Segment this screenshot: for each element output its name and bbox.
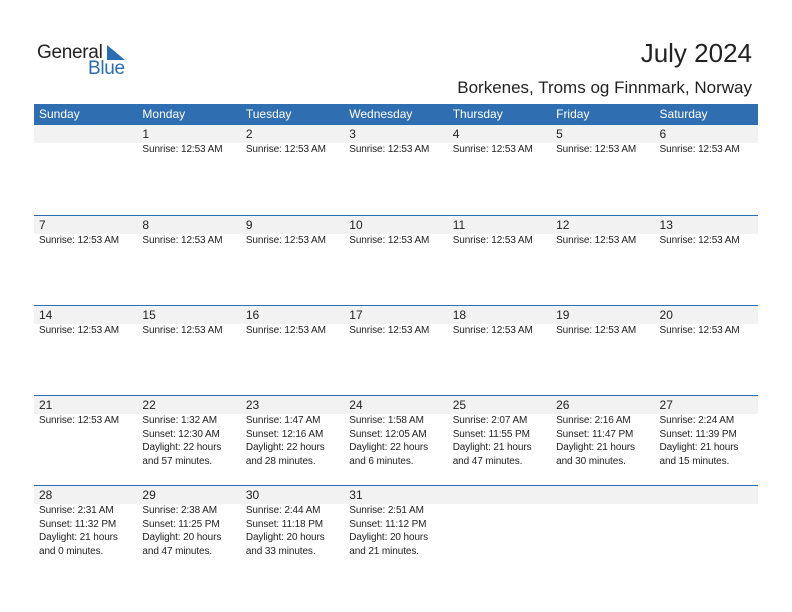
sunrise-text: Sunrise: 12:53 AM [556, 144, 637, 155]
week-row [34, 305, 758, 395]
day-cell [655, 125, 758, 215]
sunrise-text: Sunrise: 2:44 AM [245, 505, 321, 516]
daylight-text: Daylight: 20 hours [142, 532, 222, 544]
day-cell [551, 125, 654, 215]
daylight-minutes-text: and 0 minutes. [39, 545, 104, 557]
day-number [556, 486, 654, 504]
day-number: 15 [142, 308, 156, 322]
weekday-monday: Monday [142, 107, 186, 121]
day-number: 9 [245, 218, 253, 232]
day-number: 10 [349, 218, 363, 232]
day-cell [551, 306, 654, 395]
day-cell [344, 486, 447, 575]
weekday-saturday: Saturday [659, 107, 708, 121]
day-number: 29 [142, 488, 156, 502]
sunrise-text: Sunrise: 12:53 AM [349, 144, 430, 155]
day-cell [344, 396, 447, 485]
sunrise-text: Sunrise: 12:53 AM [39, 235, 120, 246]
day-cell [655, 216, 758, 305]
sunrise-text: Sunrise: 1:32 AM [142, 415, 217, 426]
sunrise-text: Sunrise: 12:53 AM [452, 144, 533, 155]
sunrise-text: Sunrise: 2:51 AM [349, 505, 424, 516]
day-number: 12 [556, 218, 570, 232]
sunset-text: Sunset: 11:47 PM [556, 428, 634, 440]
logo [37, 42, 137, 82]
weekday-tuesday: Tuesday [245, 107, 292, 121]
sunrise-text: Sunrise: 1:58 AM [349, 415, 424, 426]
day-number: 30 [245, 488, 260, 502]
day-cell [241, 216, 344, 305]
day-number: 14 [39, 308, 53, 322]
sunrise-text: Sunrise: 12:53 AM [39, 325, 120, 336]
day-number: 8 [142, 218, 150, 232]
sunrise-text: Sunrise: 12:53 AM [245, 325, 326, 336]
day-cell [241, 396, 344, 485]
day-number [660, 486, 758, 504]
calendar-grid [34, 104, 758, 575]
day-number: 3 [349, 127, 356, 141]
sunrise-text: Sunrise: 12:53 AM [556, 325, 637, 336]
sunrise-text: Sunrise: 12:53 AM [142, 144, 223, 155]
sunrise-text: Sunrise: 12:53 AM [659, 235, 740, 246]
day-cell [344, 306, 447, 395]
day-number: 21 [39, 398, 53, 412]
daylight-minutes-text: and 30 minutes. [556, 455, 626, 467]
sunset-text: Sunset: 11:32 PM [39, 518, 117, 530]
day-cell [34, 216, 137, 305]
sunrise-text: Sunrise: 12:53 AM [245, 235, 326, 246]
day-cell [655, 486, 758, 575]
sunrise-text: Sunrise: 12:53 AM [452, 325, 533, 336]
day-cell [655, 306, 758, 395]
day-cell [137, 306, 240, 395]
daylight-text: Daylight: 21 hours [659, 442, 739, 454]
sunrise-text: Sunrise: 12:53 AM [452, 235, 533, 246]
weekday-header [34, 104, 758, 125]
daylight-minutes-text: and 28 minutes. [245, 455, 316, 467]
day-number: 18 [452, 308, 467, 322]
day-cell [551, 486, 654, 575]
daylight-minutes-text: and 57 minutes. [142, 455, 213, 467]
day-number: 25 [452, 398, 467, 412]
weekday-sunday: Sunday [39, 107, 80, 121]
daylight-text: Daylight: 20 hours [349, 532, 429, 544]
day-number: 6 [659, 127, 667, 141]
sunrise-text: Sunrise: 1:47 AM [245, 415, 321, 426]
sunrise-text: Sunrise: 12:53 AM [556, 235, 637, 246]
day-number [39, 125, 137, 143]
day-number: 13 [659, 218, 673, 232]
daylight-minutes-text: and 33 minutes. [245, 545, 316, 557]
sunset-text: Sunset: 11:25 PM [142, 518, 220, 530]
sunrise-text: Sunrise: 12:53 AM [349, 235, 430, 246]
day-cell [241, 125, 344, 215]
sunrise-text: Sunrise: 12:53 AM [142, 325, 223, 336]
day-number: 31 [349, 488, 363, 502]
day-number: 16 [245, 308, 260, 322]
day-cell [344, 125, 447, 215]
sunrise-text: Sunrise: 2:31 AM [39, 505, 114, 516]
day-cell [448, 125, 551, 215]
sunrise-text: Sunrise: 12:53 AM [39, 415, 120, 426]
day-cell [34, 486, 137, 575]
daylight-text: Daylight: 22 hours [142, 442, 222, 454]
sunset-text: Sunset: 11:18 PM [245, 518, 323, 530]
daylight-text: Daylight: 20 hours [245, 532, 325, 544]
day-cell [551, 216, 654, 305]
day-number [453, 486, 551, 504]
weekday-wednesday: Wednesday [349, 107, 413, 121]
day-number: 5 [556, 127, 563, 141]
week-row [34, 215, 758, 305]
day-cell [137, 216, 240, 305]
day-cell [551, 396, 654, 485]
week-row [34, 395, 758, 485]
day-cell [137, 125, 240, 215]
sunrise-text: Sunrise: 2:24 AM [659, 415, 735, 426]
day-number: 1 [142, 127, 150, 141]
day-number: 26 [556, 398, 570, 412]
sunrise-text: Sunrise: 2:07 AM [452, 415, 528, 426]
day-number: 7 [39, 218, 46, 232]
daylight-minutes-text: and 21 minutes. [349, 545, 419, 557]
logo-text-blue: Blue [88, 58, 125, 79]
sunset-text: Sunset: 11:55 PM [452, 428, 530, 440]
day-number: 4 [452, 127, 460, 141]
sunset-text: Sunset: 12:16 AM [245, 428, 324, 440]
day-cell [137, 396, 240, 485]
day-cell [241, 486, 344, 575]
week-row [34, 125, 758, 215]
daylight-text: Daylight: 22 hours [349, 442, 429, 454]
weeks-container [34, 125, 758, 575]
day-cell [655, 396, 758, 485]
location-subtitle: Borkenes, Troms og Finnmark, Norway [457, 78, 752, 97]
day-number: 11 [452, 218, 466, 232]
sunrise-text: Sunrise: 12:53 AM [659, 325, 740, 336]
daylight-minutes-text: and 47 minutes. [142, 545, 213, 557]
day-number: 28 [39, 488, 53, 502]
daylight-text: Daylight: 22 hours [245, 442, 325, 454]
daylight-minutes-text: and 47 minutes. [452, 455, 523, 467]
day-number: 22 [142, 398, 156, 412]
daylight-text: Daylight: 21 hours [452, 442, 532, 454]
weekday-thursday: Thursday [452, 107, 503, 121]
day-number: 27 [659, 398, 673, 412]
sunset-text: Sunset: 12:05 AM [349, 428, 427, 440]
sunrise-text: Sunrise: 12:53 AM [142, 235, 223, 246]
day-cell [448, 216, 551, 305]
day-cell [448, 486, 551, 575]
day-number: 17 [349, 308, 363, 322]
day-cell [137, 486, 240, 575]
daylight-minutes-text: and 6 minutes. [349, 455, 414, 467]
day-cell [448, 306, 551, 395]
day-cell [448, 396, 551, 485]
sunrise-text: Sunrise: 12:53 AM [349, 325, 430, 336]
week-row [34, 485, 758, 575]
page-title: July 2024 [640, 38, 752, 68]
day-cell [34, 396, 137, 485]
day-cell [344, 216, 447, 305]
daylight-minutes-text: and 15 minutes. [659, 455, 730, 467]
day-cell [34, 306, 137, 395]
day-number: 19 [556, 308, 570, 322]
daylight-text: Daylight: 21 hours [556, 442, 635, 454]
sunrise-text: Sunrise: 2:38 AM [142, 505, 217, 516]
logo-text-general: General [37, 42, 103, 63]
day-cell [241, 306, 344, 395]
day-number: 24 [349, 398, 363, 412]
day-number: 23 [245, 398, 260, 412]
daylight-text: Daylight: 21 hours [39, 532, 118, 544]
sunset-text: Sunset: 11:12 PM [349, 518, 427, 530]
sunrise-text: Sunrise: 2:16 AM [556, 415, 631, 426]
sunset-text: Sunset: 12:30 AM [142, 428, 220, 440]
day-number: 2 [245, 127, 253, 141]
sunset-text: Sunset: 11:39 PM [659, 428, 737, 440]
sunrise-text: Sunrise: 12:53 AM [659, 144, 740, 155]
weekday-friday: Friday [556, 107, 590, 121]
day-number: 20 [659, 308, 673, 322]
sunrise-text: Sunrise: 12:53 AM [245, 144, 326, 155]
day-cell [34, 125, 137, 215]
